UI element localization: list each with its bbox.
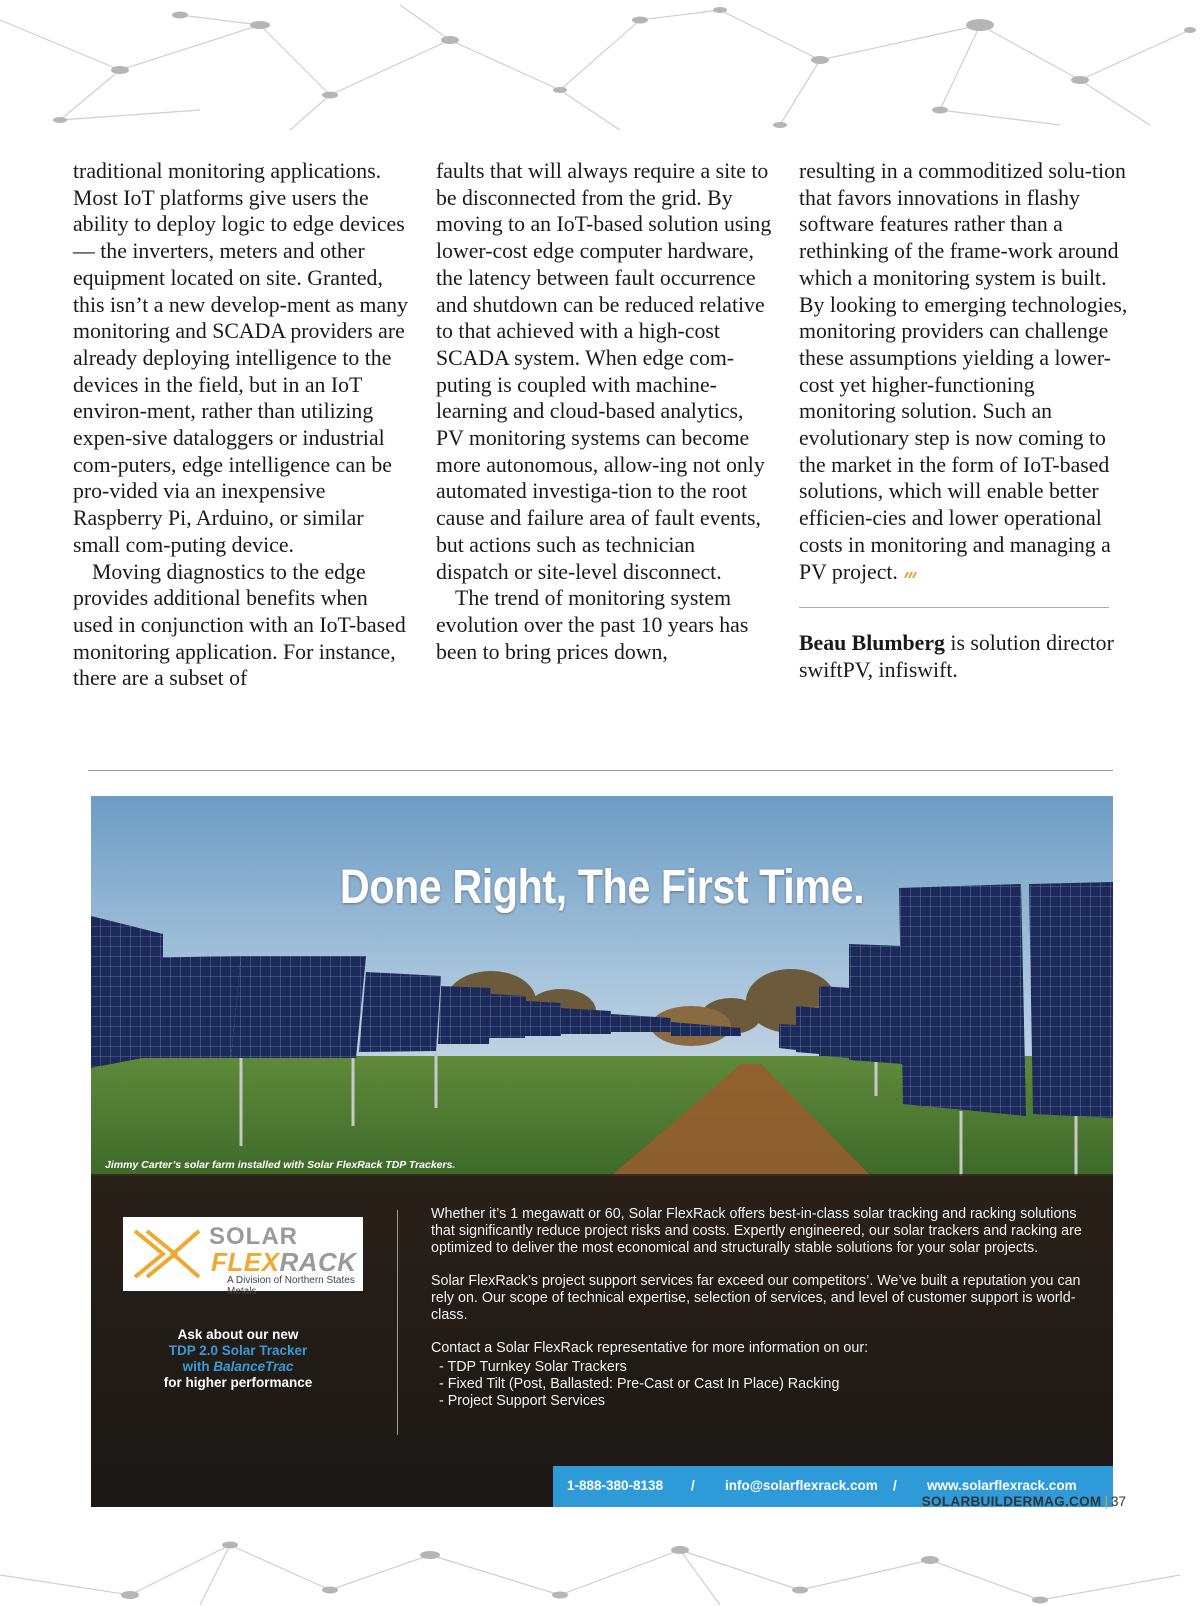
ad-lower-panel <box>91 1174 1113 1507</box>
solar-flexrack-logo <box>123 1217 363 1297</box>
ad-paragraph: Whether it’s 1 megawatt or 60, Solar FlexRack offers best-in-class solar tracking and racking solutions that significantly reduce project risks and costs. Expertly engineered, our solar trackers and racking are optimized to deliver the most economical and structurally stable solutions for your solar projects. <box>431 1206 1082 1256</box>
promo-line <box>123 1359 353 1375</box>
service-list <box>431 1359 1091 1410</box>
author-name: Beau Blumberg <box>799 631 945 656</box>
logo-word-rack: RACK <box>279 1247 357 1277</box>
page-footer <box>0 1494 1126 1509</box>
promo-line: Ask about our new <box>177 1327 299 1342</box>
ad-body-copy <box>431 1206 1091 1410</box>
network-background-top <box>0 0 1200 135</box>
ad-divider <box>397 1210 398 1435</box>
ad-paragraph: Solar FlexRack’s project support services far exceed our competitors’. We’ve built a reputation you can rely on. Our scope of technical expertise, selection of services, and level of customer support is world-class. <box>431 1273 1081 1323</box>
contact-separator: / <box>893 1478 897 1493</box>
promo-line: for higher performance <box>163 1375 313 1390</box>
phone-link[interactable]: 1-888-380-8138 <box>567 1478 664 1493</box>
author-bio <box>799 630 1135 683</box>
network-background-bottom <box>0 1535 1200 1606</box>
email-link[interactable]: info@solarflexrack.com <box>725 1478 878 1493</box>
article-column-3 <box>799 158 1135 684</box>
promo-with: with <box>182 1359 214 1374</box>
service-list-item: - TDP Turnkey Solar Trackers <box>439 1359 627 1375</box>
footer-divider: | <box>1104 1494 1108 1509</box>
footer-site: SOLARBUILDERMAG.COM <box>921 1494 1102 1509</box>
article-paragraph-text: resulting in a commoditized solu-tion that favors innovations in flashy software features rather than a rethinking of the frame-work around which a monitoring system is built. By looking to emerging technologies, monitoring providers can challenge these assumptions yielding a lower-cost yet higher-functioning monitoring solution. Such an evolutionary step is now coming to the market in the form of IoT-based solutions, which will enable better efficien-cies and lower operational costs in monitoring and managing a PV project. <box>799 159 1128 584</box>
page-number: 37 <box>1110 1494 1126 1509</box>
article-paragraph: Moving diagnostics to the edge provides additional benefits when used in conjunction with an IoT-based monitoring application. For instance, there are a subset of <box>73 559 406 691</box>
ad-paragraph: Contact a Solar FlexRack representative for more information on our: <box>431 1340 869 1356</box>
promo-text <box>123 1327 353 1391</box>
article-column-1 <box>73 158 409 692</box>
logo-subtitle: A Division of Northern States Metals <box>227 1275 355 1297</box>
logo-word-solar: SOLAR <box>209 1223 298 1250</box>
logo-word-flex: FLEX <box>211 1247 280 1277</box>
end-mark-icon <box>902 569 918 579</box>
author-bio-text: is solution director swiftPV, infiswift. <box>799 631 1114 682</box>
article-paragraph: The trend of monitoring system evolution over the past 10 years has been to bring prices down, <box>436 586 749 664</box>
bio-divider <box>799 607 1109 608</box>
ad-headline: Done Right, The First Time. <box>339 861 865 914</box>
photo-caption: Jimmy Carter’s solar farm installed with Solar FlexRack TDP Trackers. <box>105 1159 456 1171</box>
article-column-2 <box>436 158 772 665</box>
website-link[interactable]: www.solarflexrack.com <box>927 1478 1077 1493</box>
article-paragraph <box>799 158 1135 585</box>
ad-separator <box>88 770 1113 771</box>
flexrack-x-icon <box>133 1229 203 1279</box>
promo-line: TDP 2.0 Solar Tracker <box>168 1343 308 1358</box>
advertisement <box>91 796 1113 1507</box>
logo-word-flexrack <box>211 1247 357 1278</box>
contact-separator: / <box>691 1478 695 1493</box>
article-paragraph: traditional monitoring applications. Most IoT platforms give users the ability to deploy logic to edge devices — the inverters, meters and other equipment located on site. Granted, this isn’t a new develop-ment as many monitoring and SCADA providers are already deploying intelligence to the devices in the field, but in an IoT environ-ment, rather than utilizing expen-sive dataloggers or industrial com-puters, edge intelligence can be pro-vided via an inexpensive Raspberry Pi, Arduino, or similar small com-puting device. <box>73 159 408 557</box>
service-list-item: - Project Support Services <box>439 1393 606 1409</box>
service-list-item: - Fixed Tilt (Post, Ballasted: Pre-Cast or Cast In Place) Racking <box>439 1376 840 1392</box>
promo-balancetrac: BalanceTrac <box>213 1359 294 1374</box>
article-paragraph: faults that will always require a site to be disconnected from the grid. By moving to an IoT-based solution using lower-cost edge computer hardware, the latency between fault occurrence and shutdown can be reduced relative to that achieved with a high-cost SCADA system. When edge com-puting is coupled with machine-learning and cloud-based analytics, PV monitoring systems can become more autonomous, allow-ing not only automated investiga-tion to the root cause and failure area of fault events, but actions such as technician dispatch or site-level disconnect. <box>436 159 772 584</box>
